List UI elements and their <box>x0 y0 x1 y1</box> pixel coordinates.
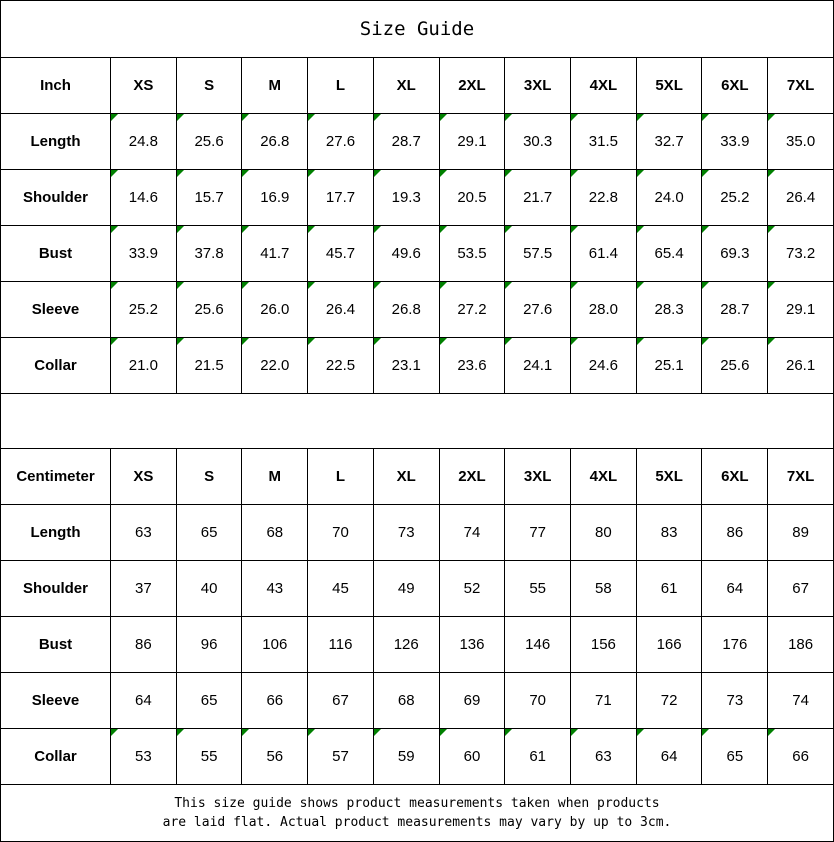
footer-row <box>1 785 834 842</box>
comment-flag-icon <box>242 114 249 121</box>
comment-flag-icon <box>374 170 381 177</box>
value-cell: 41.7 <box>242 226 308 282</box>
value-cell: 55 <box>505 561 571 617</box>
comment-flag-icon <box>440 282 447 289</box>
measure-label-collar: Collar <box>1 338 111 394</box>
measure-label-length: Length <box>1 505 111 561</box>
comment-flag-icon <box>111 282 118 289</box>
value-cell: 28.3 <box>636 282 702 338</box>
size-header-7xl: 7XL <box>768 58 834 114</box>
comment-flag-icon <box>702 114 709 121</box>
value-cell: 83 <box>636 505 702 561</box>
inch-row-bust <box>1 226 834 282</box>
size-header-xs: XS <box>111 449 177 505</box>
value-cell: 37 <box>111 561 177 617</box>
comment-flag-icon <box>242 226 249 233</box>
measure-label-sleeve: Sleeve <box>1 673 111 729</box>
comment-flag-icon <box>440 729 447 736</box>
centimeter-row-collar <box>1 729 834 785</box>
page-title: Size Guide <box>1 1 834 58</box>
value-cell: 186 <box>768 617 834 673</box>
comment-flag-icon <box>374 226 381 233</box>
comment-flag-icon <box>111 114 118 121</box>
comment-flag-icon <box>637 226 644 233</box>
comment-flag-icon <box>571 338 578 345</box>
comment-flag-icon <box>768 114 775 121</box>
value-cell: 61 <box>505 729 571 785</box>
comment-flag-icon <box>308 170 315 177</box>
comment-flag-icon <box>308 226 315 233</box>
centimeter-row-shoulder <box>1 561 834 617</box>
value-cell: 24.0 <box>636 170 702 226</box>
value-cell: 55 <box>176 729 242 785</box>
centimeter-header-row <box>1 449 834 505</box>
value-cell: 21.5 <box>176 338 242 394</box>
value-cell: 176 <box>702 617 768 673</box>
value-cell: 67 <box>308 673 374 729</box>
value-cell: 58 <box>571 561 637 617</box>
comment-flag-icon <box>702 729 709 736</box>
comment-flag-icon <box>177 170 184 177</box>
value-cell: 27.6 <box>308 114 374 170</box>
comment-flag-icon <box>308 338 315 345</box>
size-header-xs: XS <box>111 58 177 114</box>
comment-flag-icon <box>177 729 184 736</box>
comment-flag-icon <box>571 226 578 233</box>
measure-label-shoulder: Shoulder <box>1 561 111 617</box>
centimeter-section <box>1 449 834 785</box>
comment-flag-icon <box>637 282 644 289</box>
comment-flag-icon <box>440 226 447 233</box>
comment-flag-icon <box>242 282 249 289</box>
comment-flag-icon <box>308 114 315 121</box>
value-cell: 74 <box>768 673 834 729</box>
value-cell: 17.7 <box>308 170 374 226</box>
value-cell: 116 <box>308 617 374 673</box>
inch-row-length <box>1 114 834 170</box>
size-header-m: M <box>242 58 308 114</box>
inch-row-collar <box>1 338 834 394</box>
value-cell: 25.6 <box>176 114 242 170</box>
value-cell: 57.5 <box>505 226 571 282</box>
comment-flag-icon <box>242 338 249 345</box>
value-cell: 166 <box>636 617 702 673</box>
value-cell: 68 <box>242 505 308 561</box>
spacer-row <box>1 394 834 449</box>
value-cell: 23.6 <box>439 338 505 394</box>
comment-flag-icon <box>571 282 578 289</box>
comment-flag-icon <box>768 338 775 345</box>
value-cell: 43 <box>242 561 308 617</box>
centimeter-row-sleeve <box>1 673 834 729</box>
value-cell: 70 <box>505 673 571 729</box>
comment-flag-icon <box>505 114 512 121</box>
size-header-2xl: 2XL <box>439 58 505 114</box>
value-cell: 74 <box>439 505 505 561</box>
size-header-s: S <box>176 449 242 505</box>
size-header-7xl: 7XL <box>768 449 834 505</box>
value-cell: 22.0 <box>242 338 308 394</box>
size-header-4xl: 4XL <box>571 449 637 505</box>
value-cell: 65 <box>176 505 242 561</box>
comment-flag-icon <box>768 226 775 233</box>
value-cell: 16.9 <box>242 170 308 226</box>
value-cell: 25.6 <box>176 282 242 338</box>
value-cell: 73 <box>373 505 439 561</box>
comment-flag-icon <box>702 282 709 289</box>
comment-flag-icon <box>374 729 381 736</box>
value-cell: 19.3 <box>373 170 439 226</box>
value-cell: 59 <box>373 729 439 785</box>
comment-flag-icon <box>505 338 512 345</box>
comment-flag-icon <box>505 226 512 233</box>
size-header-l: L <box>308 58 374 114</box>
measure-label-bust: Bust <box>1 226 111 282</box>
comment-flag-icon <box>242 729 249 736</box>
comment-flag-icon <box>768 282 775 289</box>
comment-flag-icon <box>308 282 315 289</box>
value-cell: 69.3 <box>702 226 768 282</box>
value-cell: 64 <box>636 729 702 785</box>
value-cell: 60 <box>439 729 505 785</box>
comment-flag-icon <box>571 170 578 177</box>
size-header-s: S <box>176 58 242 114</box>
comment-flag-icon <box>637 729 644 736</box>
size-header-2xl: 2XL <box>439 449 505 505</box>
comment-flag-icon <box>177 226 184 233</box>
value-cell: 21.0 <box>111 338 177 394</box>
value-cell: 24.6 <box>571 338 637 394</box>
value-cell: 67 <box>768 561 834 617</box>
value-cell: 25.6 <box>702 338 768 394</box>
value-cell: 30.3 <box>505 114 571 170</box>
size-header-4xl: 4XL <box>571 58 637 114</box>
unit-header-centimeter: Centimeter <box>1 449 111 505</box>
comment-flag-icon <box>768 729 775 736</box>
value-cell: 45.7 <box>308 226 374 282</box>
comment-flag-icon <box>440 338 447 345</box>
value-cell: 29.1 <box>768 282 834 338</box>
measure-label-sleeve: Sleeve <box>1 282 111 338</box>
value-cell: 49 <box>373 561 439 617</box>
value-cell: 28.7 <box>702 282 768 338</box>
value-cell: 27.2 <box>439 282 505 338</box>
comment-flag-icon <box>308 729 315 736</box>
value-cell: 23.1 <box>373 338 439 394</box>
footer-line-1: This size guide shows product measurements taken when products <box>174 795 660 811</box>
spacer-cell <box>1 394 834 449</box>
value-cell: 24.8 <box>111 114 177 170</box>
value-cell: 53 <box>111 729 177 785</box>
comment-flag-icon <box>374 338 381 345</box>
value-cell: 64 <box>111 673 177 729</box>
value-cell: 15.7 <box>176 170 242 226</box>
value-cell: 61.4 <box>571 226 637 282</box>
comment-flag-icon <box>702 226 709 233</box>
value-cell: 33.9 <box>111 226 177 282</box>
value-cell: 25.2 <box>702 170 768 226</box>
comment-flag-icon <box>177 114 184 121</box>
measure-label-shoulder: Shoulder <box>1 170 111 226</box>
value-cell: 68 <box>373 673 439 729</box>
comment-flag-icon <box>440 170 447 177</box>
value-cell: 33.9 <box>702 114 768 170</box>
comment-flag-icon <box>505 729 512 736</box>
value-cell: 106 <box>242 617 308 673</box>
value-cell: 73 <box>702 673 768 729</box>
value-cell: 26.8 <box>373 282 439 338</box>
value-cell: 29.1 <box>439 114 505 170</box>
value-cell: 86 <box>111 617 177 673</box>
value-cell: 66 <box>768 729 834 785</box>
comment-flag-icon <box>242 170 249 177</box>
comment-flag-icon <box>637 114 644 121</box>
comment-flag-icon <box>177 338 184 345</box>
comment-flag-icon <box>505 170 512 177</box>
size-header-3xl: 3XL <box>505 58 571 114</box>
title-row <box>1 1 834 58</box>
value-cell: 31.5 <box>571 114 637 170</box>
value-cell: 57 <box>308 729 374 785</box>
comment-flag-icon <box>111 170 118 177</box>
size-header-5xl: 5XL <box>636 58 702 114</box>
comment-flag-icon <box>702 170 709 177</box>
size-header-l: L <box>308 449 374 505</box>
value-cell: 80 <box>571 505 637 561</box>
inch-header-row <box>1 58 834 114</box>
value-cell: 71 <box>571 673 637 729</box>
size-header-xl: XL <box>373 58 439 114</box>
value-cell: 26.0 <box>242 282 308 338</box>
comment-flag-icon <box>111 338 118 345</box>
value-cell: 65.4 <box>636 226 702 282</box>
value-cell: 52 <box>439 561 505 617</box>
value-cell: 49.6 <box>373 226 439 282</box>
value-cell: 35.0 <box>768 114 834 170</box>
comment-flag-icon <box>374 282 381 289</box>
comment-flag-icon <box>177 282 184 289</box>
value-cell: 26.4 <box>768 170 834 226</box>
value-cell: 20.5 <box>439 170 505 226</box>
value-cell: 73.2 <box>768 226 834 282</box>
value-cell: 146 <box>505 617 571 673</box>
comment-flag-icon <box>571 114 578 121</box>
size-header-5xl: 5XL <box>636 449 702 505</box>
size-header-6xl: 6XL <box>702 58 768 114</box>
comment-flag-icon <box>374 114 381 121</box>
size-header-xl: XL <box>373 449 439 505</box>
footer-note <box>1 785 834 842</box>
measure-label-collar: Collar <box>1 729 111 785</box>
size-header-3xl: 3XL <box>505 449 571 505</box>
value-cell: 69 <box>439 673 505 729</box>
value-cell: 64 <box>702 561 768 617</box>
centimeter-row-length <box>1 505 834 561</box>
size-header-m: M <box>242 449 308 505</box>
value-cell: 63 <box>111 505 177 561</box>
unit-header-inch: Inch <box>1 58 111 114</box>
value-cell: 66 <box>242 673 308 729</box>
value-cell: 26.8 <box>242 114 308 170</box>
inch-row-sleeve <box>1 282 834 338</box>
value-cell: 21.7 <box>505 170 571 226</box>
value-cell: 25.1 <box>636 338 702 394</box>
measure-label-length: Length <box>1 114 111 170</box>
value-cell: 14.6 <box>111 170 177 226</box>
measure-label-bust: Bust <box>1 617 111 673</box>
centimeter-row-bust <box>1 617 834 673</box>
comment-flag-icon <box>702 338 709 345</box>
value-cell: 40 <box>176 561 242 617</box>
value-cell: 25.2 <box>111 282 177 338</box>
value-cell: 24.1 <box>505 338 571 394</box>
value-cell: 27.6 <box>505 282 571 338</box>
size-header-6xl: 6XL <box>702 449 768 505</box>
value-cell: 53.5 <box>439 226 505 282</box>
footer-line-2: are laid flat. Actual product measurements may vary by up to 3cm. <box>162 815 672 830</box>
value-cell: 32.7 <box>636 114 702 170</box>
value-cell: 22.8 <box>571 170 637 226</box>
value-cell: 28.0 <box>571 282 637 338</box>
value-cell: 96 <box>176 617 242 673</box>
value-cell: 77 <box>505 505 571 561</box>
value-cell: 126 <box>373 617 439 673</box>
comment-flag-icon <box>637 170 644 177</box>
comment-flag-icon <box>111 226 118 233</box>
value-cell: 26.1 <box>768 338 834 394</box>
value-cell: 28.7 <box>373 114 439 170</box>
value-cell: 61 <box>636 561 702 617</box>
comment-flag-icon <box>505 282 512 289</box>
value-cell: 72 <box>636 673 702 729</box>
value-cell: 156 <box>571 617 637 673</box>
value-cell: 70 <box>308 505 374 561</box>
comment-flag-icon <box>637 338 644 345</box>
inch-row-shoulder <box>1 170 834 226</box>
comment-flag-icon <box>440 114 447 121</box>
value-cell: 86 <box>702 505 768 561</box>
value-cell: 65 <box>702 729 768 785</box>
value-cell: 65 <box>176 673 242 729</box>
value-cell: 26.4 <box>308 282 374 338</box>
comment-flag-icon <box>768 170 775 177</box>
value-cell: 89 <box>768 505 834 561</box>
value-cell: 63 <box>571 729 637 785</box>
inch-section <box>1 58 834 394</box>
value-cell: 45 <box>308 561 374 617</box>
value-cell: 37.8 <box>176 226 242 282</box>
comment-flag-icon <box>111 729 118 736</box>
value-cell: 22.5 <box>308 338 374 394</box>
value-cell: 56 <box>242 729 308 785</box>
value-cell: 136 <box>439 617 505 673</box>
comment-flag-icon <box>571 729 578 736</box>
